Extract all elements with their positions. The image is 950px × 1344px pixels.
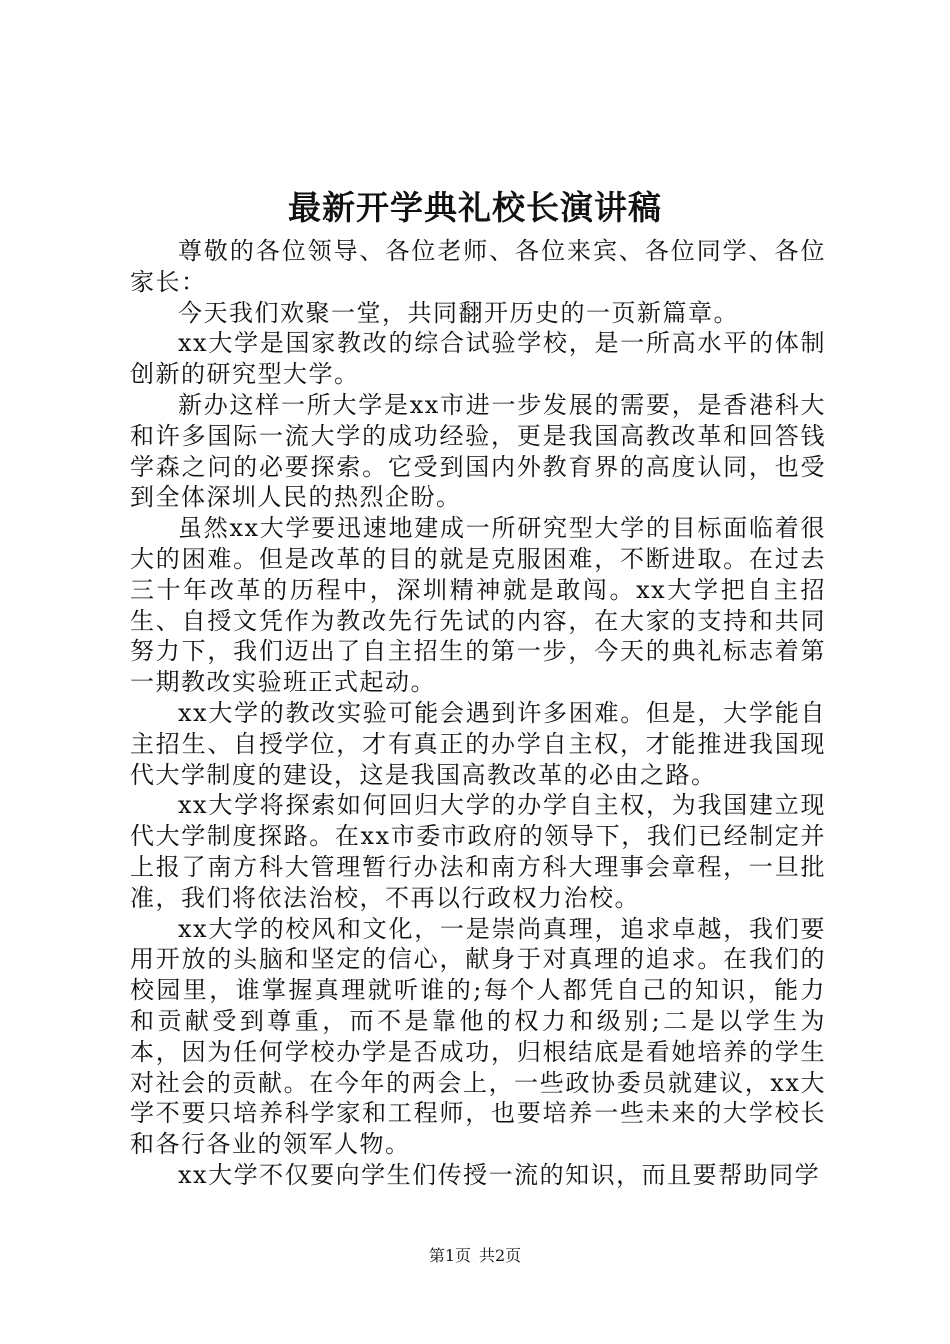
paragraph: xx大学是国家教改的综合试验学校，是一所高水平的体制创新的研究型大学。	[130, 329, 826, 389]
document-title: 最新开学典礼校长演讲稿	[288, 188, 662, 227]
paragraph: 新办这样一所大学是xx市进一步发展的需要，是香港科大和许多国际一流大学的成功经验，更是我国高教改革和回答钱学森之问的必要探索。它受到国内外教育界的高度认同，也受到全体深圳人民的热烈企盼。	[130, 390, 826, 512]
paragraph: 今天我们欢聚一堂，共同翻开历史的一页新篇章。	[178, 298, 739, 327]
document-body	[130, 236, 826, 1191]
paragraph: xx大学将探索如何回归大学的办学自主权，为我国建立现代大学制度探路。在xx市委市政府的领导下，我们已经制定并上报了南方科大管理暂行办法和南方科大理事会章程，一旦批准，我们将依法治校，不再以行政权力治校。	[130, 791, 826, 912]
paragraph-salutation: 尊敬的各位领导、各位老师、各位来宾、各位同学、各位家长：	[130, 237, 826, 296]
paragraph: xx大学的教改实验可能会遇到许多困难。但是，大学能自主招生、自授学位，才有真正的办学自主权，才能推进我国现代大学制度的建设，这是我国高教改革的必由之路。	[130, 698, 826, 789]
page-number: 第1页	[428, 1246, 471, 1265]
page-total: 共2页	[479, 1246, 522, 1265]
paragraph: xx大学的校风和文化，一是崇尚真理，追求卓越，我们要用开放的头脑和坚定的信心，献身于对真理的追求。在我们的校园里，谁掌握真理就听谁的;每个人都凭自己的知识，能力和贡献受到尊重，而不是靠他的权力和级别;二是以学生为本，因为任何学校办学是否成功，归根结底是看她培养的学生对社会的贡献。在今年的两会上，一些政协委员就建议，xx大学不要只培养科学家和工程师，也要培养一些未来的大学校长和各行各业的领军人物。	[130, 914, 826, 1159]
page-footer	[0, 1244, 950, 1268]
paragraph: xx大学不仅要向学生们传授一流的知识，而且要帮助同学	[178, 1160, 821, 1189]
paragraph: 虽然xx大学要迅速地建成一所研究型大学的目标面临着很大的困难。但是改革的目的就是克服困难，不断进取。在过去三十年改革的历程中，深圳精神就是敢闯。xx大学把自主招生、自授文凭作为教改先行先试的内容，在大家的支持和共同努力下，我们迈出了自主招生的第一步，今天的典礼标志着第一期教改实验班正式起动。	[130, 514, 826, 697]
